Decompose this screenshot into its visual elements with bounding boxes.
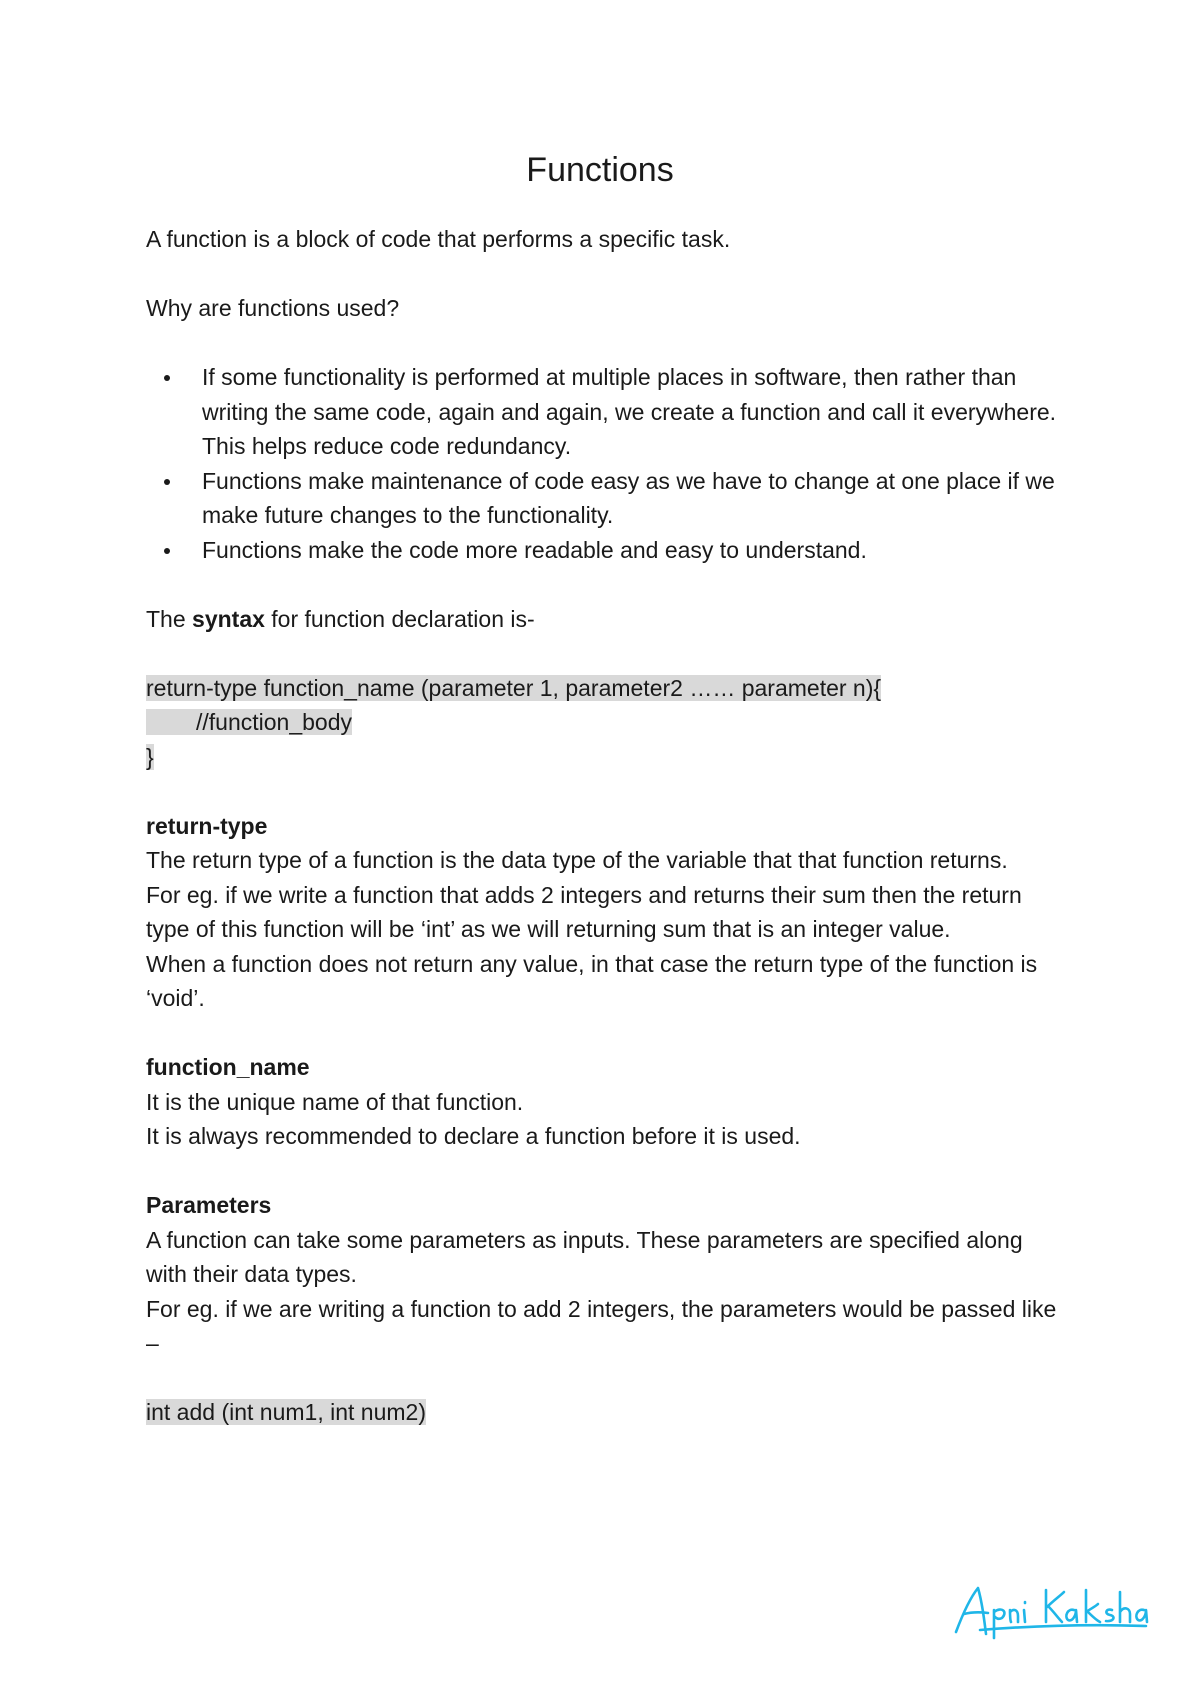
code-line-1: return-type function_name (parameter 1, parameter2 …… parameter n){ [146,674,882,701]
code-line-2-wrap [146,709,352,735]
function-name-line-2: It is always recommended to declare a function before it is used. [146,1123,801,1149]
section-heading-return-type: return-type [146,812,268,839]
parameters-line-1: A function can take some parameters as inputs. These parameters are specified along with their data types. [146,1226,1023,1287]
return-type-line-2: For eg. if we write a function that adds 2 integers and returns their sum then the return type of this function will be ‘int’ as we will returning sum that is an integer value. [146,881,1022,942]
document-body [146,222,1066,1430]
syntax-suffix: for function declaration is- [264,605,535,632]
return-type-line-3: When a function does not return any value, in that case the return type of the function is ‘void’. [146,950,1038,1011]
return-type-line-1: The return type of a function is the data type of the variable that that function returns. [146,847,1008,873]
syntax-intro [146,602,1066,637]
syntax-prefix: The [146,605,193,632]
intro-paragraph: A function is a block of code that performs a specific task. [146,226,731,252]
section-heading-function-name: function_name [146,1054,310,1080]
list-item: If some functionality is performed at multiple places in software, then rather than writing the same code, again and again, we create a function and call it everywhere. This helps reduce code redundancy. [146,360,1066,464]
function-name-line-1: It is the unique name of that function. [146,1088,524,1115]
syntax-code-block [146,671,1066,775]
code-line-2: //function_body [196,709,353,735]
page-title: Functions [526,151,674,189]
list-item: Functions make maintenance of code easy as we have to change at one place if we make future changes to the functionality. [146,464,1066,533]
parameters-line-2: For eg. if we are writing a function to add 2 integers, the parameters would be passed like – [146,1295,1057,1356]
code-line-3: } [146,743,154,770]
section-heading-parameters: Parameters [146,1192,272,1218]
parameters-example-code: int add (int num1, int num2) [146,1399,426,1425]
syntax-keyword: syntax [192,605,265,632]
list-item: Functions make the code more readable and easy to understand. [146,533,1066,568]
why-question: Why are functions used? [146,295,400,321]
apni-kaksha-signature-logo [950,1580,1150,1640]
reasons-list [146,360,1066,567]
